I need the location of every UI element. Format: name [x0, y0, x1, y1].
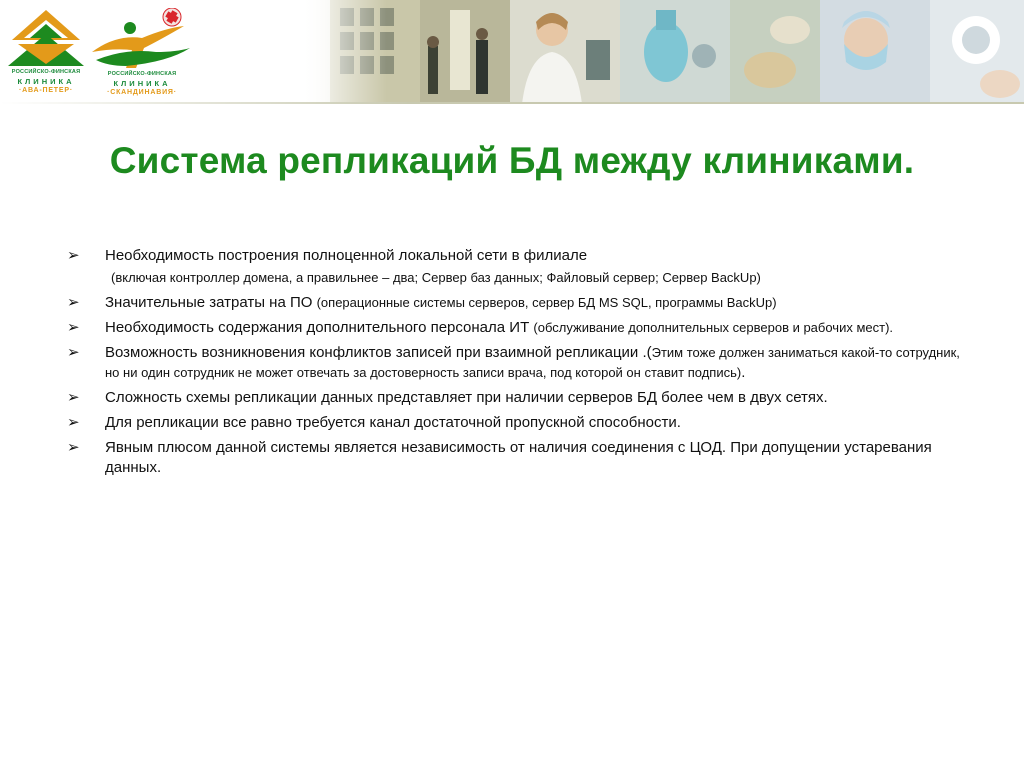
banner-divider [0, 102, 1024, 104]
bullet-4-tail: . [741, 364, 746, 381]
red-cross-icon [163, 8, 181, 26]
arrow-bullet-icon: ➢ [67, 319, 80, 336]
bullet-item-5 [64, 388, 964, 408]
bullet-7-text: Явным плюсом данной системы является независимость от наличия соединения с ЦОД. При допущении устаревания данных. [105, 439, 932, 476]
bullet-2-note: (операционные системы серверов, сервер БД MS SQL, программы BackUp) [316, 295, 777, 310]
logo-ava-line3: ·АВА-ПЕТЕР· [19, 87, 73, 94]
bullet-item-6 [64, 413, 964, 433]
banner-photo-collage [300, 0, 1024, 104]
bullet-3-note: (обслуживание дополнительных серверов и рабочих мест). [533, 320, 894, 335]
bullet-item-1 [64, 246, 964, 288]
bullet-1-subtext: (включая контроллер домена, а правильнее – два; Сервер баз данных; Файловый сервер; Сервер BackUp) [111, 270, 761, 285]
logo-skandinavia [86, 8, 198, 98]
bullet-item-3 [64, 318, 964, 338]
arrow-bullet-icon: ➢ [67, 389, 80, 406]
logo-ava-line2: КЛИНИКА [17, 77, 75, 86]
logo-skand-line2: КЛИНИКА [113, 79, 171, 88]
bullet-item-7 [64, 438, 964, 478]
bullet-list [64, 246, 964, 483]
arrow-bullet-icon: ➢ [67, 344, 80, 361]
arrow-bullet-icon: ➢ [67, 294, 80, 311]
arrow-bullet-icon: ➢ [67, 247, 80, 264]
logo-ava-peter [6, 8, 86, 98]
bullet-1-text: Необходимость построения полноценной локальной сети в филиале [105, 247, 588, 264]
skandinavia-emblem-icon [86, 8, 198, 72]
ava-peter-emblem-icon [6, 8, 86, 66]
bullet-6-text: Для репликации все равно требуется канал достаточной пропускной способности. [105, 414, 681, 431]
logo-skand-line3: ·СКАНДИНАВИЯ· [107, 89, 177, 96]
slide-title: Система репликаций БД между клиниками. [109, 140, 915, 181]
bullet-2-text: Значительные затраты на ПО [105, 294, 317, 311]
logo-ava-line1: РОССИЙСКО-ФИНСКАЯ [11, 69, 81, 75]
arrow-bullet-icon: ➢ [67, 414, 80, 431]
bullet-3-text: Необходимость содержания дополнительного персонала ИТ [105, 319, 534, 336]
header-banner [0, 0, 1024, 104]
bullet-5-text: Сложность схемы репликации данных представляет при наличии серверов БД более чем в двух сетях. [105, 389, 828, 406]
bullet-item-2 [64, 293, 964, 313]
arrow-bullet-icon: ➢ [67, 439, 80, 456]
bullet-4-note: Этим тоже должен заниматься какой-то сотрудник, но ни один сотрудник не может отвечать за достоверность записи врача, под которой он ставит подпись) [105, 345, 960, 380]
logo-skand-line1: РОССИЙСКО-ФИНСКАЯ [107, 71, 177, 77]
bullet-item-4 [64, 343, 964, 383]
bullet-4-text: Возможность возникновения конфликтов записей при взаимной репликации .( [105, 344, 652, 361]
